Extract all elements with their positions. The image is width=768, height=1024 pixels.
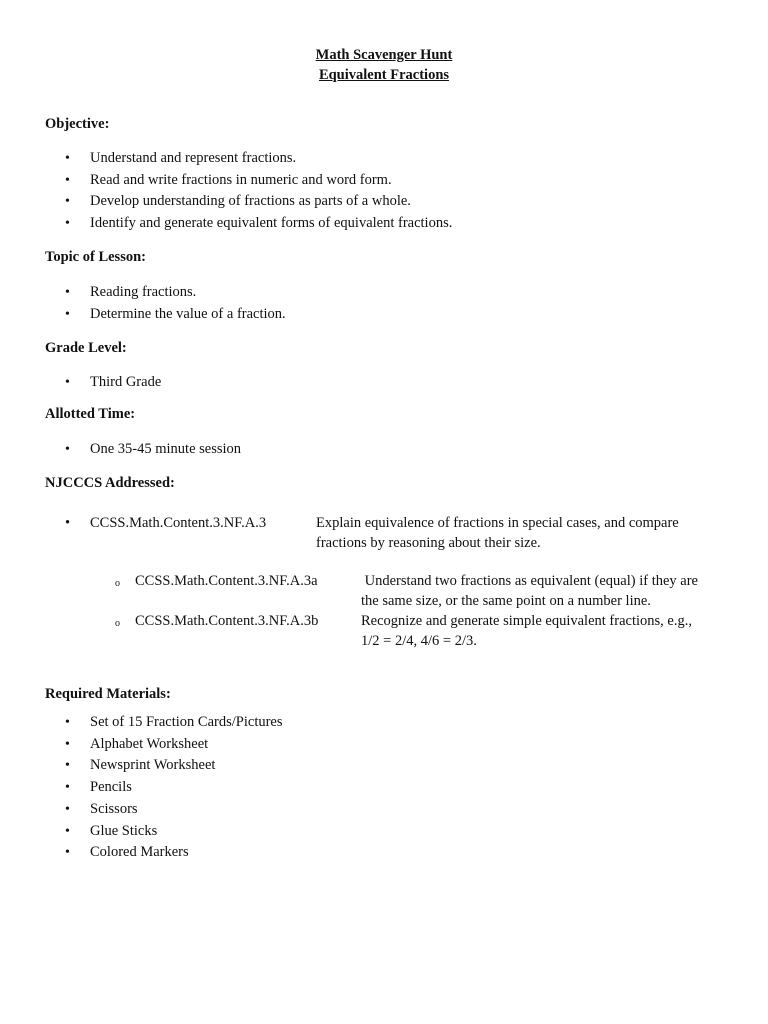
- bullet-icon: •: [65, 801, 70, 817]
- time-heading: Allotted Time:: [45, 406, 136, 422]
- list-item: • Set of 15 Fraction Cards/Pictures: [65, 712, 283, 734]
- title-line-1: Math Scavenger Hunt: [315, 47, 453, 63]
- bullet-icon: •: [65, 194, 70, 210]
- bullet-icon: •: [65, 216, 70, 232]
- list-item: • Read and write fractions in numeric and word form.: [65, 170, 452, 192]
- list-item: • Understand and represent fractions.: [65, 148, 452, 170]
- bullet-icon: •: [65, 285, 70, 300]
- bullet-icon: •: [65, 442, 70, 457]
- bullet-icon: •: [65, 823, 70, 839]
- materials-list: [65, 712, 283, 864]
- sub-bullet-icon: o: [115, 578, 120, 589]
- bullet-icon: •: [65, 306, 70, 322]
- standards-heading: NJCCCS Addressed:: [45, 475, 175, 491]
- list-item: • Third Grade: [65, 372, 161, 394]
- list-item: • Glue Sticks: [65, 821, 283, 843]
- standard-main: [65, 513, 725, 555]
- list-item: • Scissors: [65, 799, 283, 821]
- list-item: • Identify and generate equivalent forms of equivalent fractions.: [65, 213, 452, 235]
- time-list: [65, 439, 241, 461]
- bullet-icon: •: [65, 736, 70, 752]
- standard-desc-line-1: Recognize and generate simple equivalent fractions, e.g.,: [361, 613, 692, 629]
- standard-desc-line-2: 1/2 = 2/4, 4/6 = 2/3.: [361, 633, 477, 649]
- list-item: • Newsprint Worksheet: [65, 755, 283, 777]
- standard-sub-b: [115, 611, 725, 653]
- objective-heading: Objective:: [45, 116, 110, 132]
- list-item: • Determine the value of a fraction.: [65, 304, 286, 326]
- title-line-2: Equivalent Fractions: [318, 67, 450, 83]
- list-item: • One 35-45 minute session: [65, 439, 241, 461]
- standard-sub-a: [115, 571, 725, 613]
- bullet-icon: •: [65, 151, 70, 166]
- list-item: • Colored Markers: [65, 842, 283, 864]
- topic-list: [65, 282, 286, 325]
- standard-code: CCSS.Math.Content.3.NF.A.3b: [135, 613, 319, 629]
- bullet-icon: •: [65, 758, 70, 774]
- standard-desc-line-1: Explain equivalence of fractions in special cases, and compare: [316, 515, 679, 531]
- materials-heading: Required Materials:: [45, 686, 171, 702]
- topic-heading: Topic of Lesson:: [45, 249, 146, 265]
- standard-desc-line-2: the same size, or the same point on a number line.: [361, 593, 651, 609]
- standard-desc-line-1: Understand two fractions as equivalent (equal) if they are: [361, 573, 698, 589]
- list-item: • Develop understanding of fractions as parts of a whole.: [65, 191, 452, 213]
- list-item: • Pencils: [65, 777, 283, 799]
- bullet-icon: •: [65, 845, 70, 861]
- bullet-icon: •: [65, 715, 70, 730]
- document-title: [0, 45, 768, 85]
- bullet-icon: •: [65, 780, 70, 796]
- grade-list: [65, 372, 161, 394]
- standard-desc-line-2: fractions by reasoning about their size.: [316, 535, 541, 551]
- bullet-icon: •: [65, 375, 70, 390]
- list-item: • Alphabet Worksheet: [65, 734, 283, 756]
- grade-heading: Grade Level:: [45, 340, 127, 356]
- objective-list: [65, 148, 452, 235]
- standard-code: CCSS.Math.Content.3.NF.A.3a: [135, 573, 318, 589]
- bullet-icon: •: [65, 172, 70, 188]
- bullet-icon: •: [65, 515, 71, 531]
- standard-code: CCSS.Math.Content.3.NF.A.3: [90, 515, 267, 531]
- sub-bullet-icon: o: [115, 618, 120, 629]
- list-item: • Reading fractions.: [65, 282, 286, 304]
